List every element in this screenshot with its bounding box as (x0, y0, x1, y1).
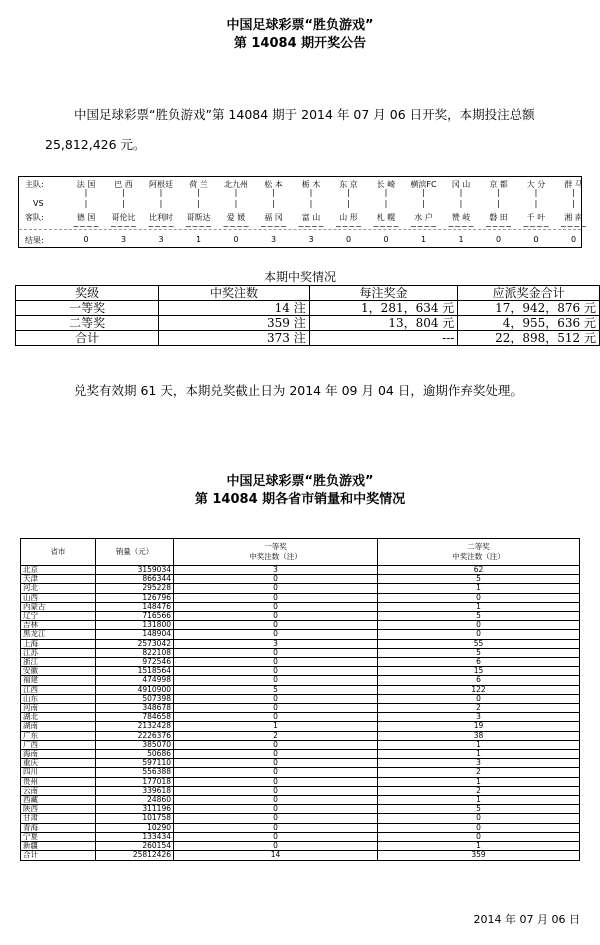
prize-header-level: 奖级 (16, 286, 159, 301)
dash-mark: ~~~~ (185, 222, 212, 231)
vs-mark: | (497, 199, 500, 208)
dash-mark: ~~~~ (522, 222, 550, 231)
province-sales: 50686 (96, 750, 174, 759)
province-second-count: 359 (378, 851, 580, 860)
province-sales: 260154 (96, 842, 174, 851)
province-second-count: 2 (378, 786, 580, 795)
match-result: 3 (158, 235, 164, 244)
prize-per-bet: --- (309, 331, 458, 346)
province-header-row (21, 539, 580, 566)
province-row (21, 832, 580, 841)
province-first-count: 0 (174, 584, 378, 593)
away-team: 爱 媛 (226, 213, 246, 222)
province-second-count: 1 (378, 584, 580, 593)
match-separator (19, 229, 581, 230)
province-row (21, 648, 580, 657)
dash-mark: ~~~~ (560, 222, 587, 231)
province-name: 湖南 (21, 722, 96, 731)
province-sales: 2132428 (96, 722, 174, 731)
province-first-count: 0 (174, 630, 378, 639)
province-row (21, 768, 580, 777)
away-team: 水 户 (414, 213, 433, 222)
province-sales: 177018 (96, 777, 174, 786)
home-team: 长 崎 (376, 180, 396, 189)
province-row (21, 759, 580, 768)
province-second-count: 38 (378, 731, 580, 740)
prize-per-bet: 13，804 元 (309, 316, 458, 331)
match-result: 3 (308, 235, 314, 244)
province-first-count: 0 (174, 602, 378, 611)
province-first-count: 3 (174, 566, 378, 575)
province-second-count: 6 (378, 658, 580, 667)
vs-mark: | (234, 188, 238, 197)
province-first-count: 0 (174, 750, 378, 759)
province-first-count: 0 (174, 694, 378, 703)
province-second-count: 5 (378, 575, 580, 584)
prize-count: 373 注 (159, 331, 309, 346)
province-first-count: 3 (174, 639, 378, 648)
province-first-count: 2 (174, 731, 378, 740)
province-first-count: 5 (174, 685, 378, 694)
first-header-line2: 中奖注数（注） (249, 552, 302, 561)
province-second-count: 19 (378, 722, 580, 731)
province-first-count: 0 (174, 593, 378, 602)
province-row (21, 713, 580, 722)
prize-caption: 本期中奖情况 (263, 270, 336, 284)
away-team: 磐 田 (489, 213, 508, 222)
province-name: 内蒙古 (21, 602, 96, 611)
province-second-count: 0 (378, 832, 580, 841)
vs-label: VS (33, 199, 44, 208)
prize-total: 4，955，636 元 (458, 316, 600, 331)
province-sales: 4910900 (96, 685, 174, 694)
province-second-count: 2 (378, 704, 580, 713)
province-header-second (378, 539, 580, 566)
vs-mark: | (122, 188, 125, 197)
away-team: 德 国 (76, 213, 96, 222)
prize-header-count: 中奖注数 (159, 286, 309, 301)
match-result: 0 (345, 235, 352, 244)
province-row (21, 750, 580, 759)
province-name: 吉林 (21, 621, 96, 630)
away-team: 山 形 (339, 213, 358, 222)
province-name: 重庆 (21, 759, 96, 768)
prize-level: 一等奖 (16, 301, 159, 316)
province-name: 安徽 (21, 667, 96, 676)
vs-mark: | (534, 188, 538, 197)
prize-table (15, 285, 600, 346)
province-name: 广东 (21, 731, 96, 740)
away-label: 客队: (25, 213, 44, 222)
province-row (21, 584, 580, 593)
home-team: 冈 山 (451, 180, 471, 189)
away-team: 比利时 (149, 213, 173, 222)
match-result: 1 (195, 235, 202, 244)
province-second-count: 0 (378, 621, 580, 630)
province-sales: 2226376 (96, 731, 174, 740)
vs-mark: | (459, 188, 463, 197)
province-sales: 597110 (96, 759, 174, 768)
prize-count: 359 注 (159, 316, 309, 331)
province-row (21, 621, 580, 630)
province-second-count: 5 (378, 805, 580, 814)
province-sales: 507398 (96, 694, 174, 703)
province-sales: 866344 (96, 575, 174, 584)
prize-total-row (16, 331, 600, 346)
province-first-count: 0 (174, 704, 378, 713)
province-title-line1: 中国足球彩票“胜负游戏” (226, 474, 374, 489)
province-row (21, 704, 580, 713)
province-name: 陕西 (21, 805, 96, 814)
province-first-count: 0 (174, 667, 378, 676)
province-sales: 148476 (96, 602, 174, 611)
province-second-count: 5 (378, 648, 580, 657)
province-second-count: 2 (378, 768, 580, 777)
province-row (21, 658, 580, 667)
match-result: 0 (495, 235, 502, 244)
home-team: 横滨FC (410, 180, 437, 189)
home-label: 主队: (25, 180, 44, 189)
province-second-count: 5 (378, 612, 580, 621)
province-name: 合计 (21, 851, 96, 860)
home-team: 栃 木 (301, 180, 321, 189)
away-team: 富 山 (301, 213, 321, 222)
province-name: 青海 (21, 823, 96, 832)
province-first-count: 0 (174, 575, 378, 584)
province-first-count: 0 (174, 740, 378, 749)
province-name: 黑龙江 (21, 630, 96, 639)
intro-line2: 25,812,426 元。 (45, 137, 146, 152)
province-name: 福建 (21, 676, 96, 685)
vs-mark: | (422, 199, 425, 208)
announcement-title-line1: 中国足球彩票“胜负游戏” (226, 18, 374, 33)
province-sales: 101758 (96, 814, 174, 823)
province-first-count: 0 (174, 621, 378, 630)
away-team: 赞 岐 (451, 213, 471, 222)
province-name: 贵州 (21, 777, 96, 786)
province-row (21, 667, 580, 676)
vs-mark: | (84, 199, 88, 208)
province-row (21, 805, 580, 814)
match-result: 0 (570, 235, 577, 244)
province-row (21, 722, 580, 731)
intro-line1: 中国足球彩票“胜负游戏”第 14084 期于 2014 年 07 月 06 日开奖，本期投注总额 (74, 107, 535, 122)
province-first-count: 0 (174, 832, 378, 841)
validity-note: 兑奖有效期 61 天，本期兑奖截止日为 2014 年 09 月 04 日，逾期作弃奖处理。 (74, 383, 523, 398)
home-team: 法 国 (76, 180, 96, 189)
province-sales: 1518564 (96, 667, 174, 676)
province-sales: 295228 (96, 584, 174, 593)
home-team: 群 马 (564, 180, 583, 189)
province-row (21, 630, 580, 639)
dash-mark: ~~~~ (260, 222, 287, 231)
province-header-name: 省市 (21, 539, 96, 566)
province-second-count: 3 (378, 759, 580, 768)
match-result: 1 (420, 235, 427, 244)
province-sales: 10290 (96, 823, 174, 832)
province-title-line2: 第 14084 期各省市销量和中奖情况 (194, 492, 406, 507)
home-team: 北九州 (224, 180, 248, 189)
match-result: 3 (270, 235, 277, 244)
match-result: 3 (120, 235, 127, 244)
province-second-count: 0 (378, 593, 580, 602)
province-sales: 311196 (96, 805, 174, 814)
province-second-count: 0 (378, 814, 580, 823)
away-team: 千 叶 (526, 213, 546, 222)
first-header-line1: 一等奖 (264, 542, 287, 551)
dash-mark: ~~~~ (410, 222, 437, 231)
province-name: 河南 (21, 704, 96, 713)
province-name: 江苏 (21, 648, 96, 657)
province-row (21, 612, 580, 621)
dash-mark: ~~~~ (72, 222, 100, 231)
province-row (21, 777, 580, 786)
province-row (21, 823, 580, 832)
prize-total: 22，898，512 元 (458, 331, 600, 346)
province-row (21, 796, 580, 805)
province-second-count: 15 (378, 667, 580, 676)
dash-mark: ~~~~ (335, 222, 362, 231)
home-team: 东 京 (339, 180, 358, 189)
province-name: 湖北 (21, 713, 96, 722)
province-first-count: 0 (174, 658, 378, 667)
prize-total: 17，942，876 元 (458, 301, 600, 316)
province-name: 四川 (21, 768, 96, 777)
prize-level: 合计 (16, 331, 159, 346)
province-row (21, 731, 580, 740)
prize-row (16, 316, 600, 331)
province-first-count: 14 (174, 851, 378, 860)
match-result: 0 (533, 235, 539, 244)
result-label: 结果: (25, 236, 44, 245)
province-name: 山西 (21, 593, 96, 602)
home-team: 京 都 (489, 180, 508, 189)
province-name: 浙江 (21, 658, 96, 667)
second-header-line1: 二等奖 (467, 542, 490, 551)
province-name: 上海 (21, 639, 96, 648)
province-sales: 348678 (96, 704, 174, 713)
province-sales: 133434 (96, 832, 174, 841)
dash-mark: ~~~~ (447, 222, 475, 231)
away-team: 札 幌 (376, 213, 396, 222)
dash-mark: ~~~~ (485, 222, 512, 231)
province-row (21, 676, 580, 685)
province-name: 天津 (21, 575, 96, 584)
province-row (21, 593, 580, 602)
province-sales: 474998 (96, 676, 174, 685)
province-first-count: 0 (174, 796, 378, 805)
dash-mark: ~~~~ (110, 222, 137, 231)
province-name: 江西 (21, 685, 96, 694)
province-second-count: 1 (378, 602, 580, 611)
province-name: 山东 (21, 694, 96, 703)
prize-header-total: 应派奖金合计 (458, 286, 600, 301)
province-second-count: 3 (378, 713, 580, 722)
province-second-count: 1 (378, 777, 580, 786)
prize-per-bet: 1，281，634 元 (309, 301, 458, 316)
province-sales: 148904 (96, 630, 174, 639)
province-second-count: 55 (378, 639, 580, 648)
province-first-count: 0 (174, 786, 378, 795)
province-sales: 972546 (96, 658, 174, 667)
province-name: 辽宁 (21, 612, 96, 621)
province-header-sales: 销量（元） (96, 539, 174, 566)
date-footer: 2014 年 07 月 06 日 (473, 913, 580, 926)
vs-mark: | (534, 199, 538, 208)
vs-mark: | (159, 188, 163, 197)
vs-mark: | (347, 188, 350, 197)
vs-mark: | (272, 188, 275, 197)
vs-mark: | (197, 199, 200, 208)
dash-mark: ~~~~ (147, 222, 175, 231)
vs-mark: | (572, 199, 575, 208)
province-row (21, 786, 580, 795)
province-first-count: 0 (174, 814, 378, 823)
province-name: 北京 (21, 566, 96, 575)
home-team: 荷 兰 (189, 180, 208, 189)
away-team: 哥伦比 (111, 213, 136, 222)
home-team: 松 本 (264, 180, 283, 189)
province-sales: 339618 (96, 786, 174, 795)
province-row (21, 575, 580, 584)
province-name: 甘肃 (21, 814, 96, 823)
province-first-count: 0 (174, 842, 378, 851)
vs-mark: | (234, 199, 238, 208)
home-team: 阿根廷 (149, 180, 173, 189)
prize-count: 14 注 (159, 301, 309, 316)
vs-mark: | (572, 188, 575, 197)
province-name: 宁夏 (21, 832, 96, 841)
vs-mark: | (497, 188, 500, 197)
province-second-count: 0 (378, 823, 580, 832)
province-first-count: 1 (174, 722, 378, 731)
vs-mark: | (122, 199, 125, 208)
match-table (18, 176, 587, 248)
dash-mark: ~~~~ (222, 222, 250, 231)
vs-mark: | (459, 199, 463, 208)
province-first-count: 0 (174, 805, 378, 814)
province-second-count: 1 (378, 740, 580, 749)
vs-mark: | (272, 199, 275, 208)
province-sales: 716566 (96, 612, 174, 621)
province-name: 海南 (21, 750, 96, 759)
result-row (19, 235, 581, 247)
dash-mark: ~~~~ (372, 222, 400, 231)
province-first-count: 0 (174, 612, 378, 621)
province-row (21, 639, 580, 648)
province-table (20, 538, 580, 861)
province-second-count: 0 (378, 630, 580, 639)
province-first-count: 0 (174, 768, 378, 777)
vs-row (19, 199, 581, 211)
vs-mark: | (84, 188, 88, 197)
province-sales: 25812426 (96, 851, 174, 860)
province-row (21, 740, 580, 749)
province-sales: 556388 (96, 768, 174, 777)
province-row (21, 685, 580, 694)
province-first-count: 0 (174, 823, 378, 832)
province-second-count: 1 (378, 796, 580, 805)
province-sales: 3159034 (96, 566, 174, 575)
vs-mark: | (384, 188, 388, 197)
province-name: 河北 (21, 584, 96, 593)
province-sales: 2573042 (96, 639, 174, 648)
province-name: 西藏 (21, 796, 96, 805)
province-row (21, 694, 580, 703)
province-second-count: 62 (378, 566, 580, 575)
prize-row (16, 301, 600, 316)
dash-row (19, 222, 587, 234)
province-row (21, 814, 580, 823)
province-row (21, 842, 580, 851)
home-team: 巴 西 (114, 180, 133, 189)
province-sales: 385070 (96, 740, 174, 749)
province-first-count: 0 (174, 777, 378, 786)
dash-mark: ~~~~ (297, 222, 325, 231)
province-row (21, 602, 580, 611)
province-second-count: 1 (378, 750, 580, 759)
away-team: 湘 南 (564, 213, 583, 222)
province-first-count: 0 (174, 648, 378, 657)
vs-mark: | (197, 188, 200, 197)
vs-mark: | (347, 199, 350, 208)
province-name: 广西 (21, 740, 96, 749)
province-row (21, 566, 580, 575)
vs-mark: | (309, 199, 313, 208)
match-result: 0 (83, 235, 89, 244)
province-name: 云南 (21, 786, 96, 795)
away-team: 哥斯达 (186, 213, 211, 222)
match-result: 0 (233, 235, 239, 244)
announcement-title-line2: 第 14084 期开奖公告 (233, 36, 367, 51)
province-first-count: 0 (174, 713, 378, 722)
province-total-row (21, 851, 580, 860)
province-sales: 126796 (96, 593, 174, 602)
province-second-count: 6 (378, 676, 580, 685)
province-first-count: 0 (174, 759, 378, 768)
province-header-first (174, 539, 378, 566)
prize-header-per: 每注奖金 (309, 286, 458, 301)
province-second-count: 0 (378, 694, 580, 703)
away-team: 福 冈 (264, 213, 283, 222)
match-result: 0 (383, 235, 389, 244)
province-first-count: 0 (174, 676, 378, 685)
prize-level: 二等奖 (16, 316, 159, 331)
second-header-line2: 中奖注数（注） (452, 552, 505, 561)
match-result: 1 (458, 235, 464, 244)
province-sales: 784658 (96, 713, 174, 722)
province-sales: 131800 (96, 621, 174, 630)
home-team: 大 分 (526, 180, 546, 189)
vs-mark: | (309, 188, 313, 197)
province-second-count: 1 (378, 842, 580, 851)
vs-mark: | (422, 188, 425, 197)
province-sales: 822108 (96, 648, 174, 657)
prize-header-row (16, 286, 600, 301)
vs-mark: | (159, 199, 163, 208)
province-sales: 24860 (96, 796, 174, 805)
province-second-count: 122 (378, 685, 580, 694)
province-name: 新疆 (21, 842, 96, 851)
vs-mark: | (384, 199, 388, 208)
province-body (21, 566, 580, 861)
